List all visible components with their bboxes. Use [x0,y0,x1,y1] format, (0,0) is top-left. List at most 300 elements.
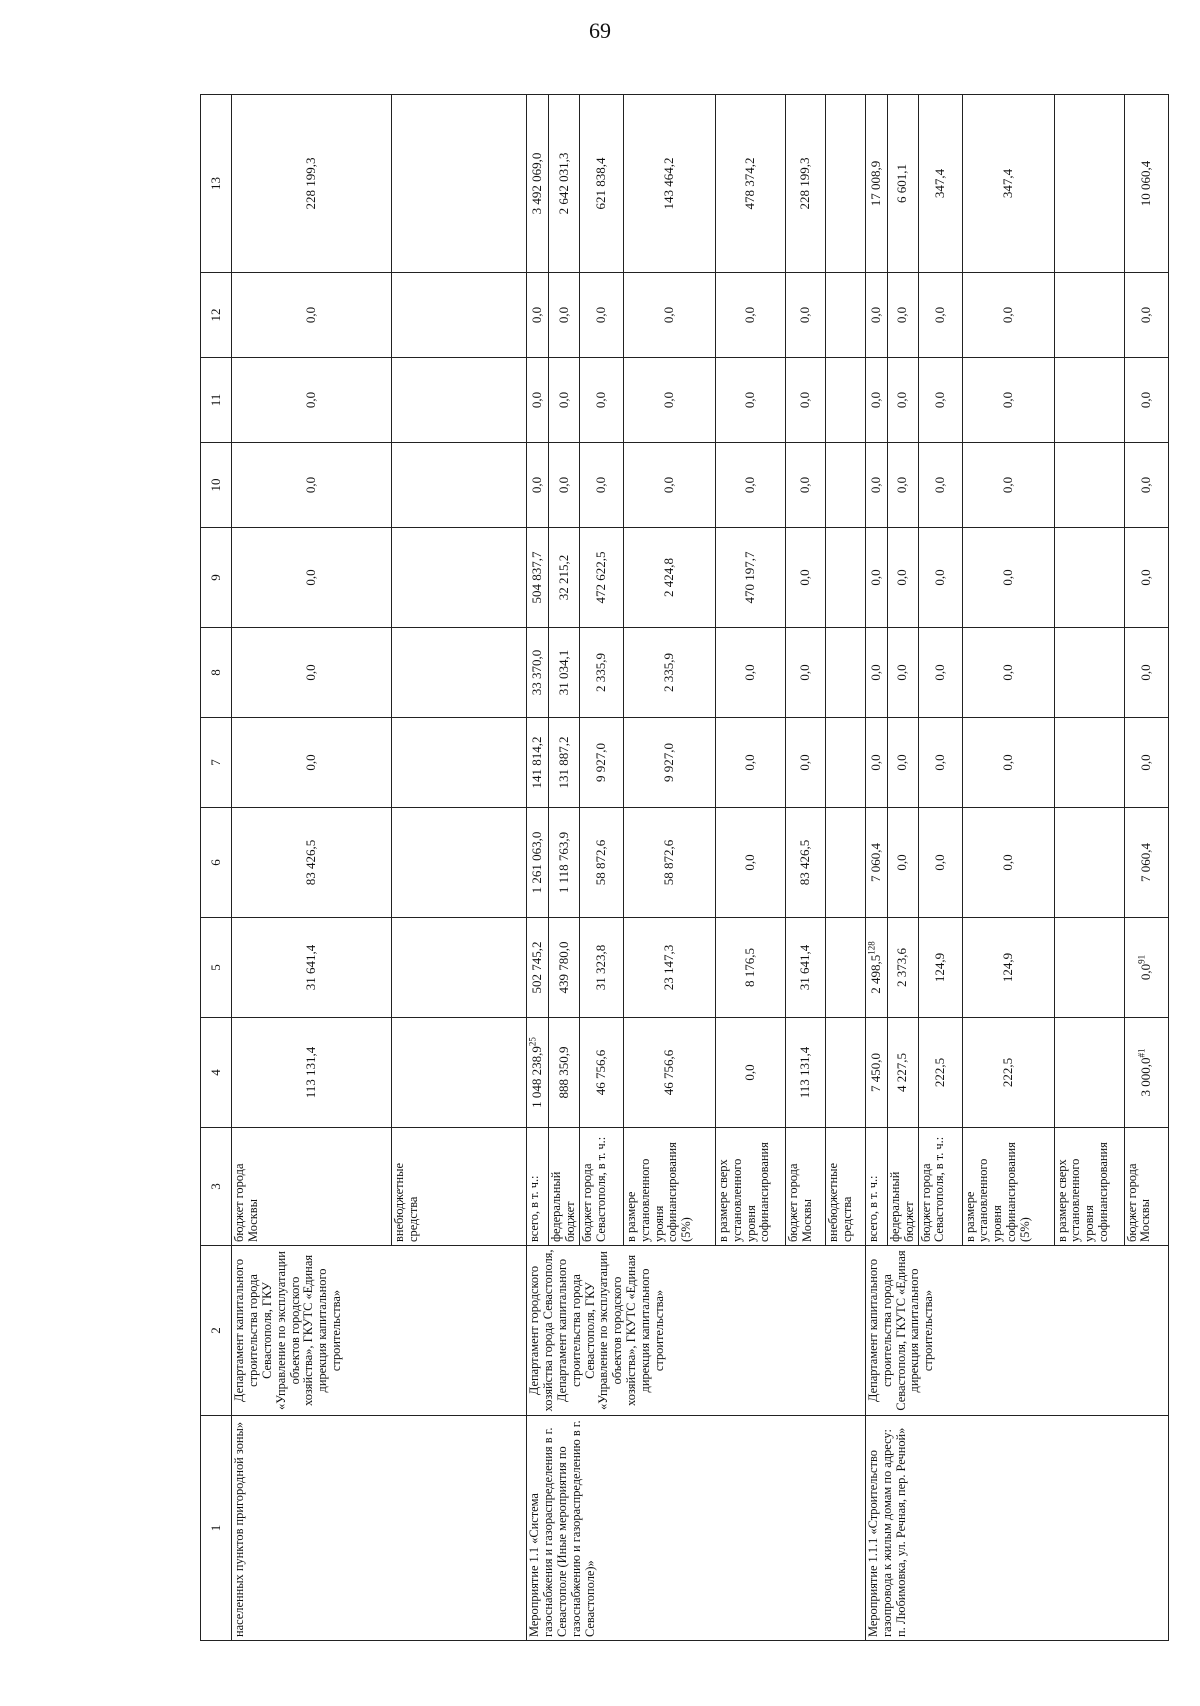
value-cell-col4 [715,1018,785,1128]
value-cell-col9 [392,528,527,628]
footnote-mark: #1 [1136,1048,1147,1058]
value-cell-col9 [887,528,918,628]
value-cell-col6 [527,808,549,918]
value-text: 470 197,7 [742,551,757,604]
value-text: 0,0 [797,754,812,771]
value-cell-col11 [549,358,580,443]
value-cell-col5 [715,918,785,1018]
value-cell-col13 [392,95,527,273]
value-cell-col10 [962,443,1054,528]
value-cell-col7 [715,718,785,808]
value-cell-col11 [392,358,527,443]
value-text: 0,0 [1137,306,1153,324]
value-cell-col7 [785,718,825,808]
value-text: 0,0 [797,476,812,494]
value-cell-col6 [623,808,715,918]
value-text: 143 464,2 [661,157,676,210]
value-cell-col7 [1124,718,1168,808]
value-cell-col6 [887,808,918,918]
footnote-mark: 25 [527,1037,538,1047]
value-text: 0,0 [999,306,1015,324]
value-text: 0,0 [661,476,676,494]
value-cell-col8 [865,628,887,718]
value-cell-col8 [715,628,785,718]
value-cell-col13 [825,95,865,273]
measure-name-cell: Мероприятие 1.1.1 «Строительство газопровода к жилым домам по адресу: п. Любимовка, ул. Речная, пер. Речной» [865,1416,1168,1641]
column-header-12: 12 [201,273,232,358]
value-cell-col9 [527,528,549,628]
value-cell-col10 [579,443,623,528]
value-text: 0,0 [555,306,571,324]
funding-source-cell: в размере сверх установленного уровня софинансирования [715,1128,785,1246]
column-header-10: 10 [201,443,232,528]
value-cell-col8 [623,628,715,718]
value-text: 0,0 [894,476,910,494]
value-cell-col10 [715,443,785,528]
value-cell-col12 [232,273,392,358]
value-cell-col4 [1124,1018,1168,1128]
value-cell-col7 [527,718,549,808]
value-cell-col11 [1124,358,1168,443]
value-text: 228 199,3 [303,157,319,210]
value-text: 31 641,4 [303,944,319,991]
value-cell-col9 [918,528,962,628]
value-text: 472 622,5 [593,551,608,604]
value-cell-col12 [549,273,580,358]
value-cell-col4 [1054,1018,1124,1128]
funding-source-cell: бюджет города Москвы [1124,1128,1168,1246]
value-cell-col11 [527,358,549,443]
column-header-8: 8 [201,628,232,718]
funding-source-cell: бюджет города Севастополя, в т. ч.: [579,1128,623,1246]
value-cell-col6 [232,808,392,918]
value-text: 0,0 [1137,569,1153,586]
value-cell-col7 [623,718,715,808]
value-cell-col8 [1054,628,1124,718]
value-text: 2 373,6 [894,948,910,987]
funding-source-cell: в размере сверх установленного уровня софинансирования [1054,1128,1124,1246]
value-text: 58 872,6 [593,839,608,886]
rotated-table-wrapper [200,95,1153,1641]
value-cell-col5 [549,918,580,1018]
value-cell-col11 [962,358,1054,443]
value-text: 0,0 [303,306,319,324]
value-text: 7 450,0 [868,1053,883,1092]
value-text: 9 927,0 [661,743,676,782]
value-cell-col13 [887,95,918,273]
value-cell-col13 [527,95,549,273]
value-cell-col10 [825,443,865,528]
funding-source-cell: бюджет города Севастополя, в т. ч.: [918,1128,962,1246]
value-text: 0,0 [868,476,883,494]
value-text: 46 756,6 [661,1049,676,1096]
value-text: 0,0 [999,754,1015,771]
value-cell-col9 [825,528,865,628]
value-cell-col5 [392,918,527,1018]
value-text: 0,0 [1137,754,1153,771]
value-text: 0,0 [1137,664,1153,681]
value-text: 0,0 [742,854,757,871]
value-text: 3 492 069,0 [529,152,545,215]
value-text: 347,4 [931,168,947,199]
value-cell-col13 [785,95,825,273]
value-cell-col11 [887,358,918,443]
value-cell-col13 [962,95,1054,273]
value-text: 113 131,4 [797,1046,812,1099]
value-cell-col6 [549,808,580,918]
value-cell-col10 [1124,443,1168,528]
value-cell-col5 [918,918,962,1018]
value-cell-col13 [579,95,623,273]
value-text: 23 147,3 [661,944,676,991]
value-cell-col4 [579,1018,623,1128]
value-cell-col5 [887,918,918,1018]
value-cell-col8 [918,628,962,718]
value-cell-col12 [1054,273,1124,358]
value-text: 0,0 [303,664,319,681]
value-text: 0,0 [894,754,910,771]
value-text: 83 426,5 [303,839,319,886]
value-cell-col4 [232,1018,392,1128]
value-cell-col10 [1054,443,1124,528]
value-text: 83 426,5 [797,839,812,886]
value-text: 0,0 [797,306,812,324]
value-cell-col13 [715,95,785,273]
value-text: 621 838,4 [593,157,608,210]
value-text: 131 887,2 [555,736,571,789]
value-text: 124,9 [999,952,1015,983]
value-cell-col7 [887,718,918,808]
column-header-11: 11 [201,358,232,443]
value-text: 0,0 [931,569,947,586]
value-cell-col13 [1124,95,1168,273]
value-cell-col12 [527,273,549,358]
value-cell-col6 [579,808,623,918]
value-cell-col11 [623,358,715,443]
value-cell-col5 [1054,918,1124,1018]
column-header-6: 6 [201,808,232,918]
value-cell-col9 [865,528,887,628]
value-text: 0,0 [661,391,676,409]
value-text: 228 199,3 [797,157,812,210]
value-cell-col9 [962,528,1054,628]
value-cell-col9 [785,528,825,628]
value-text: 31 641,4 [797,944,812,991]
value-cell-col10 [887,443,918,528]
value-text: 0,0 [529,476,545,494]
value-cell-col7 [825,718,865,808]
value-text: 0,0 [931,754,947,771]
funding-source-cell: в размере установленного урояня софинансирования (5%) [623,1128,715,1246]
value-text: 0,0 [303,754,319,771]
value-text: 888 350,9 [555,1046,571,1099]
value-cell-col6 [918,808,962,918]
value-text: 0,0 [742,664,757,681]
value-text: 1 118 763,9 [555,831,571,894]
value-cell-col11 [825,358,865,443]
table-row [865,95,887,1641]
value-cell-col8 [1124,628,1168,718]
column-header-9: 9 [201,528,232,628]
table-row [527,95,549,1641]
value-cell-col12 [579,273,623,358]
value-cell-col5 [232,918,392,1018]
value-text: 33 370,0 [529,649,545,696]
value-text: 46 756,6 [593,1049,608,1096]
table-row [232,95,392,1641]
executor-cell: Департамент городского хозяйства города Севастополя, Департамент капитального строительства города Севастополя, ГКУ «Управление по эксплуатации объектов городского хозяйства», ГКУТС «Единая дирекция капитального строительства» [527,1246,866,1416]
value-text: 0,0 [303,391,319,409]
value-text: 0,0 [303,476,319,494]
value-cell-col10 [232,443,392,528]
column-header-7: 7 [201,718,232,808]
value-text: 0,0 [555,476,571,494]
value-cell-col6 [1054,808,1124,918]
value-text: 1 048 238,9 [529,1046,545,1108]
value-cell-col12 [785,273,825,358]
value-cell-col6 [392,808,527,918]
column-number-row [201,95,232,1641]
value-cell-col7 [1054,718,1124,808]
value-cell-col11 [785,358,825,443]
value-cell-col13 [1054,95,1124,273]
value-text: 10 060,4 [1137,160,1153,207]
measure-name-cell: населенных пунктов пригородной зоны» [232,1416,527,1641]
value-text: 0,0 [894,854,910,871]
value-cell-col4 [392,1018,527,1128]
value-cell-col6 [825,808,865,918]
value-text: 0,0 [931,476,947,494]
value-text: 2 335,9 [661,653,676,692]
value-text: 0,0 [742,391,757,409]
funding-source-cell: федеральный бюджет [549,1128,580,1246]
value-cell-col8 [549,628,580,718]
value-text: 0,0 [868,391,883,409]
value-text: 9 927,0 [593,743,608,782]
measure-name-cell: Мероприятие 1.1 «Система газоснабжения и газораспределения в г. Севастополе (Иные мероприятия по газоснабжению и газораспределению в г. Севастополе)» [527,1416,866,1641]
value-text: 0,0 [593,391,608,409]
value-cell-col5 [865,918,887,1018]
value-cell-col6 [715,808,785,918]
value-cell-col4 [918,1018,962,1128]
value-text: 0,0 [868,754,883,771]
value-cell-col7 [962,718,1054,808]
funding-source-cell: всего, в т. ч.: [865,1128,887,1246]
value-cell-col9 [549,528,580,628]
value-cell-col11 [715,358,785,443]
value-cell-col8 [825,628,865,718]
value-text: 0,0 [931,854,947,871]
funding-source-cell: бюджет города Москвы [785,1128,825,1246]
column-header-3: 3 [201,1128,232,1246]
value-cell-col10 [623,443,715,528]
value-text: 0,0 [742,306,757,324]
value-cell-col5 [1124,918,1168,1018]
value-text: 31 034,1 [555,649,571,696]
value-cell-col11 [579,358,623,443]
value-cell-col6 [865,808,887,918]
value-cell-col5 [962,918,1054,1018]
value-text: 0,0 [593,306,608,324]
value-cell-col7 [549,718,580,808]
executor-cell: Департамент капитального строительства города Севастополя, ГКУТС «Единая дирекция капитального строительства» [865,1246,1168,1416]
value-cell-col9 [1054,528,1124,628]
value-cell-col5 [527,918,549,1018]
value-cell-col12 [825,273,865,358]
value-cell-col12 [1124,273,1168,358]
value-text: 0,0 [797,664,812,681]
value-cell-col8 [232,628,392,718]
funding-source-cell: бюджет города Москвы [232,1128,392,1246]
value-cell-col9 [715,528,785,628]
value-cell-col12 [623,273,715,358]
value-text: 504 837,7 [529,551,545,604]
funding-source-cell: федеральный бюджет [887,1128,918,1246]
value-cell-col9 [579,528,623,628]
value-text: 1 261 063,0 [529,831,545,894]
column-header-2: 2 [201,1246,232,1416]
value-text: 0,0 [999,664,1015,681]
value-cell-col4 [785,1018,825,1128]
value-text: 6 601,1 [894,164,910,203]
column-header-5: 5 [201,918,232,1018]
value-text: 124,9 [931,952,947,983]
funding-source-cell: в размере установленного уровня софинансирования (5%) [962,1128,1054,1246]
value-cell-col13 [549,95,580,273]
value-cell-col11 [918,358,962,443]
value-text: 0,0 [894,664,910,681]
executor-cell: Департамент капитального строительства города Севастополя, ГКУ «Управление по эксплуатации объектов городского хозяйства», ГКУТС «Единая дирекция капитального строительства» [232,1246,527,1416]
value-cell-col10 [785,443,825,528]
value-text: 0,0 [742,476,757,494]
value-cell-col7 [392,718,527,808]
value-cell-col6 [785,808,825,918]
column-header-4: 4 [201,1018,232,1128]
value-text: 58 872,6 [661,839,676,886]
value-text: 0,0 [868,306,883,324]
value-cell-col13 [865,95,887,273]
value-text: 141 814,2 [529,736,545,789]
value-text: 0,0 [1137,391,1153,409]
value-text: 0,0 [894,569,910,586]
value-cell-col8 [392,628,527,718]
value-cell-col7 [232,718,392,808]
value-text: 0,0 [1137,476,1153,494]
value-text: 0,0 [742,754,757,771]
value-cell-col8 [962,628,1054,718]
value-cell-col4 [825,1018,865,1128]
value-text: 0,0 [303,569,319,586]
value-cell-col5 [579,918,623,1018]
value-cell-col7 [918,718,962,808]
value-cell-col10 [392,443,527,528]
value-text: 347,4 [999,168,1015,199]
value-cell-col11 [232,358,392,443]
value-cell-col12 [962,273,1054,358]
value-text: 0,0 [868,664,883,681]
value-cell-col5 [785,918,825,1018]
value-cell-col8 [527,628,549,718]
value-cell-col4 [623,1018,715,1128]
value-cell-col13 [623,95,715,273]
value-text: 0,0 [661,306,676,324]
value-text: 31 323,8 [593,944,608,991]
value-cell-col11 [865,358,887,443]
value-cell-col5 [623,918,715,1018]
value-cell-col4 [865,1018,887,1128]
value-text: 17 008,9 [868,160,883,207]
value-cell-col8 [785,628,825,718]
value-text: 113 131,4 [303,1046,319,1099]
value-text: 0,0 [999,476,1015,494]
value-cell-col12 [392,273,527,358]
value-cell-col7 [865,718,887,808]
value-cell-col10 [918,443,962,528]
value-text: 0,0 [529,391,545,409]
value-text: 502 745,2 [529,941,545,994]
value-cell-col4 [527,1018,549,1128]
value-cell-col10 [865,443,887,528]
value-text: 0,0 [999,854,1015,871]
funding-source-cell: внебюджетные средства [825,1128,865,1246]
value-text: 2 424,8 [661,558,676,597]
value-cell-col9 [1124,528,1168,628]
funding-source-cell: внебюджетные средства [392,1128,527,1246]
column-header-13: 13 [201,95,232,273]
value-text: 0,0 [868,569,883,586]
value-cell-col9 [623,528,715,628]
column-header-1: 1 [201,1416,232,1641]
value-cell-col6 [962,808,1054,918]
value-cell-col6 [1124,808,1168,918]
value-cell-col13 [232,95,392,273]
value-cell-col4 [887,1018,918,1128]
value-cell-col10 [549,443,580,528]
value-text: 0,0 [931,391,947,409]
value-cell-col4 [962,1018,1054,1128]
value-text: 3 000,0 [1137,1057,1153,1097]
value-cell-col12 [715,273,785,358]
value-text: 222,5 [999,1057,1015,1088]
value-text: 0,0 [742,1064,757,1081]
value-text: 0,0 [555,391,571,409]
value-text: 0,0 [797,569,812,586]
value-cell-col12 [887,273,918,358]
value-text: 2 642 031,3 [555,152,571,215]
value-text: 0,0 [931,306,947,324]
value-text: 2 498,5 [868,954,883,994]
value-cell-col8 [887,628,918,718]
value-cell-col12 [918,273,962,358]
footnote-mark: 91 [1136,954,1147,964]
value-text: 0,0 [593,476,608,494]
value-text: 0,0 [894,391,910,409]
value-text: 0,0 [1137,963,1153,981]
value-text: 439 780,0 [555,941,571,994]
value-cell-col4 [549,1018,580,1128]
value-cell-col11 [1054,358,1124,443]
value-cell-col9 [232,528,392,628]
value-cell-col8 [579,628,623,718]
value-text: 0,0 [797,391,812,409]
value-text: 222,5 [931,1057,947,1088]
value-text: 0,0 [931,664,947,681]
value-text: 2 335,9 [593,653,608,692]
value-text: 0,0 [529,306,545,324]
page-number: 69 [589,18,611,43]
value-cell-col13 [918,95,962,273]
value-cell-col7 [579,718,623,808]
